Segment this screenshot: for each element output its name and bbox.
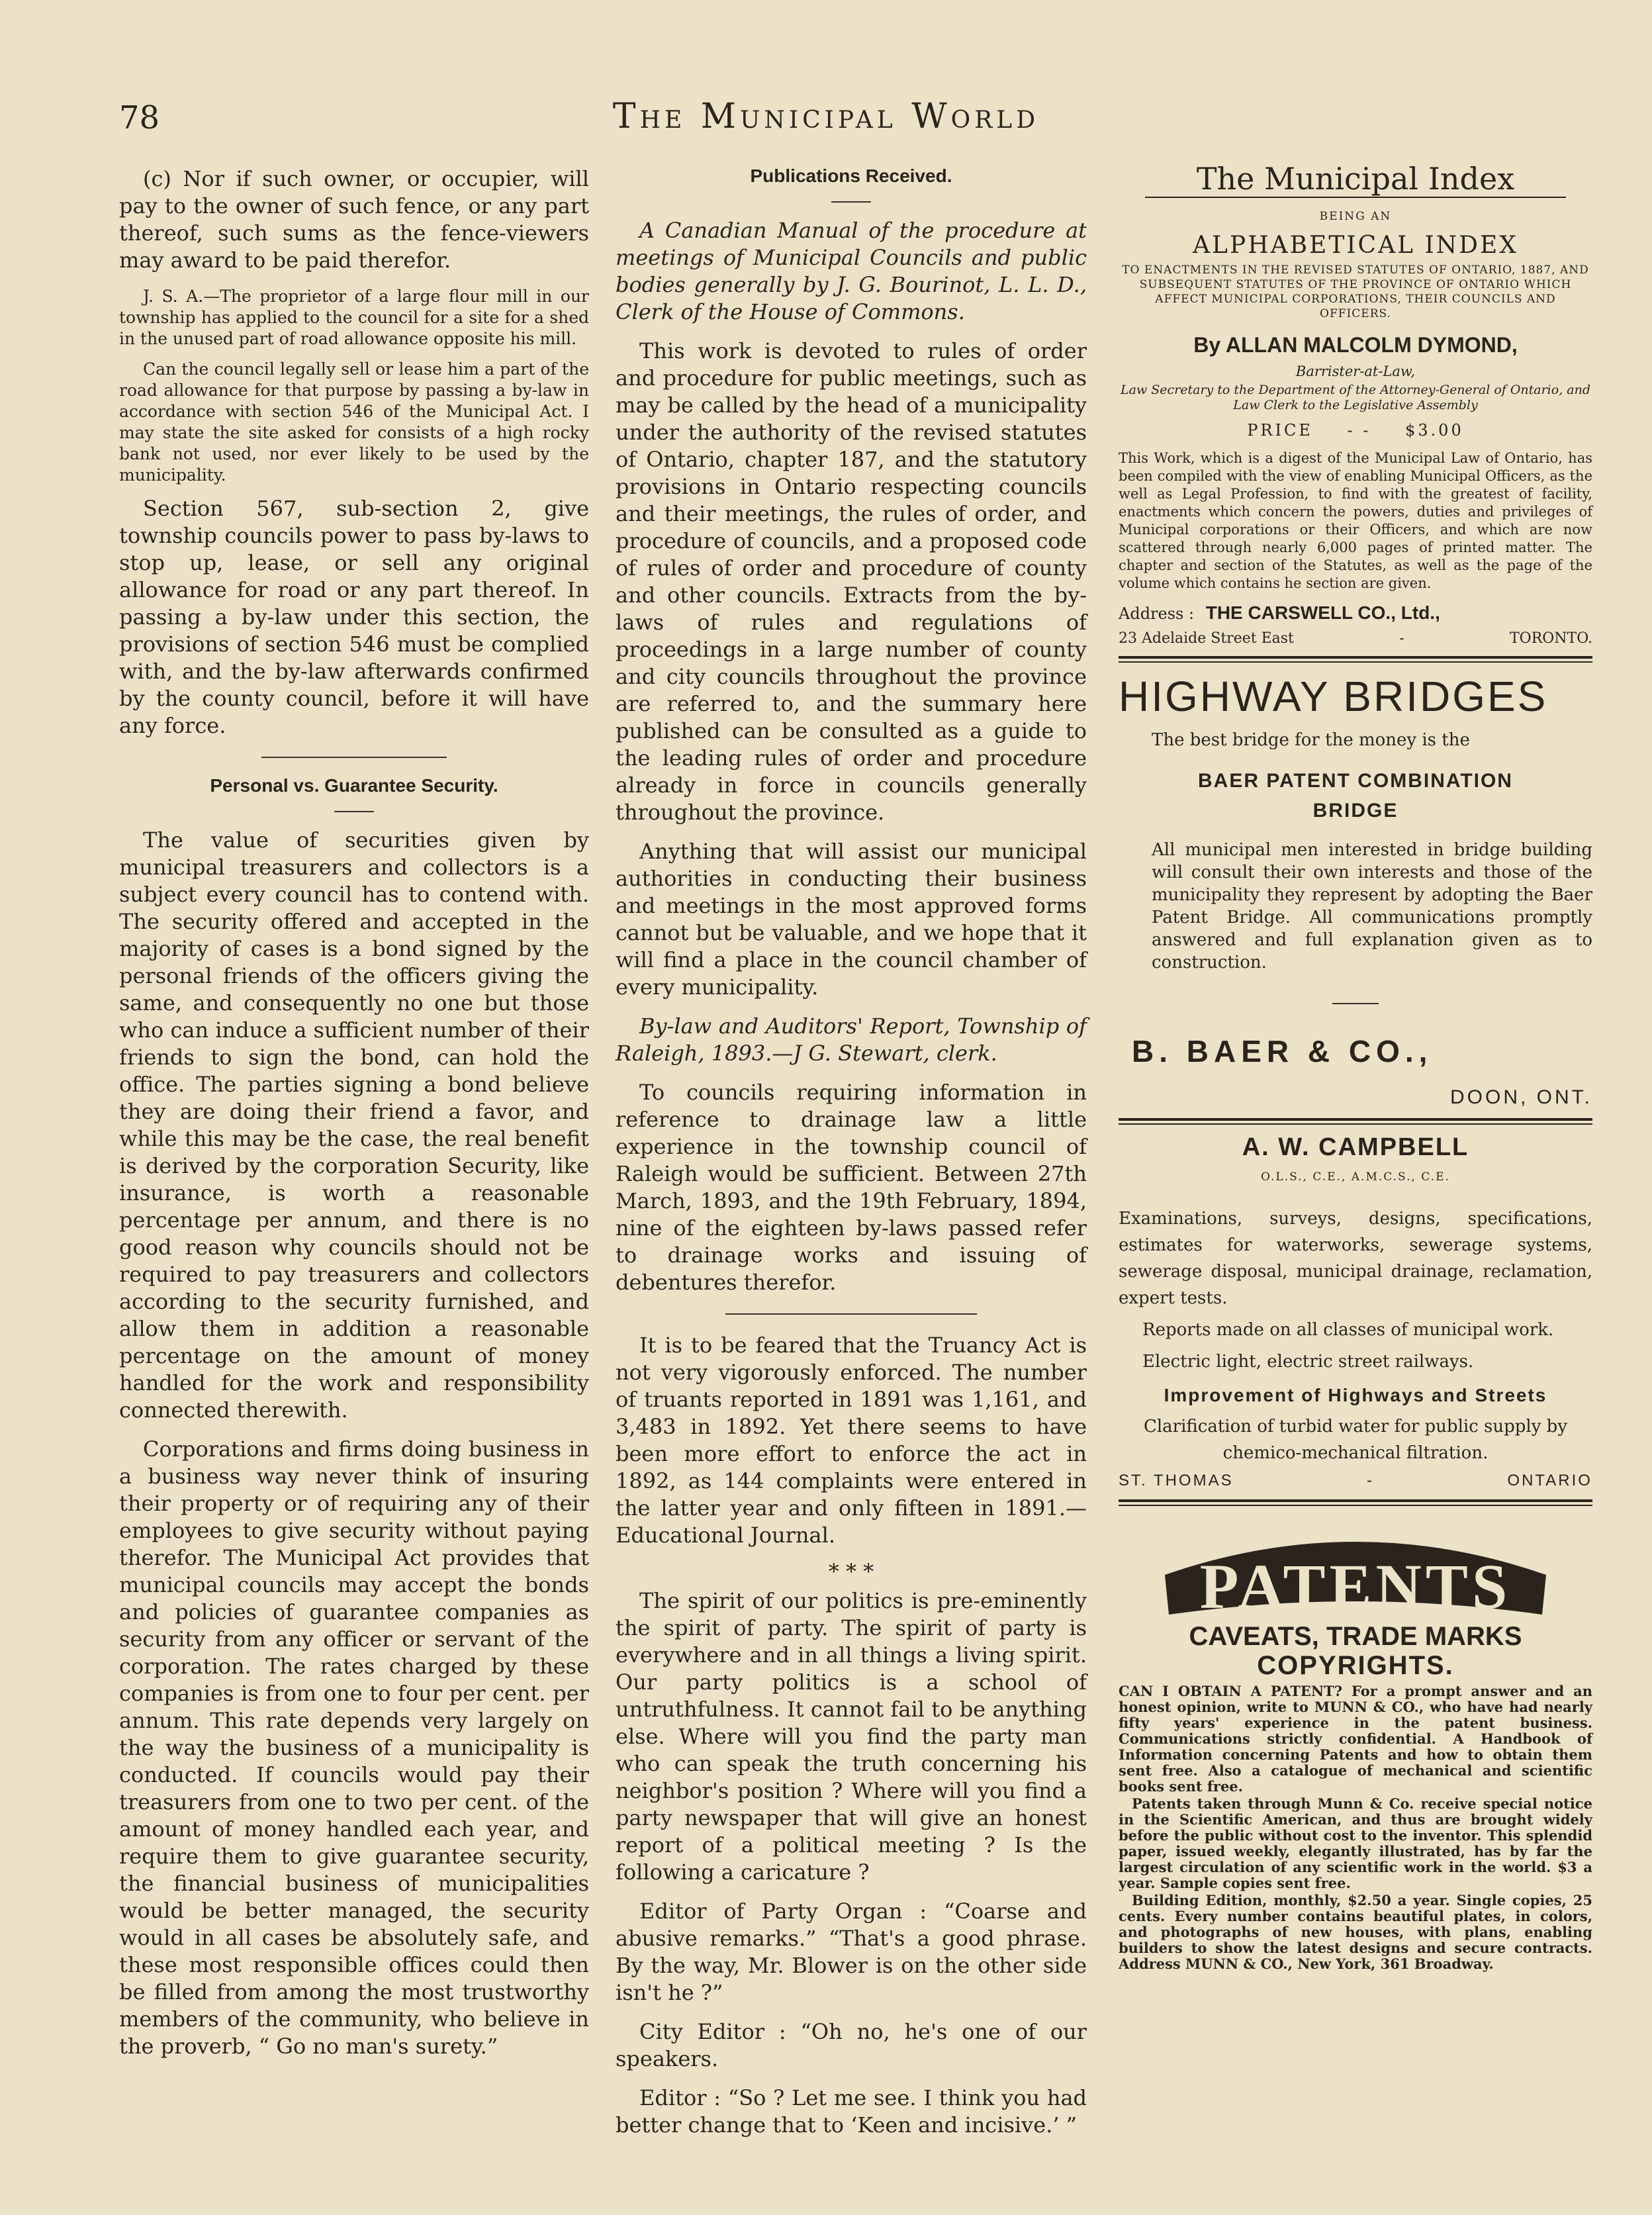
ad-author: By ALLAN MALCOLM DYMOND, [1193,333,1518,357]
paragraph: Anything that will assist our municipal authorities in conducting their business and meetings in the most approved forms cannot but be valuable, and we hope that it will find a place in the council chamber of every municipality. [616,839,1087,1000]
short-rule [334,811,374,812]
ad-subtitle: BEING AN [1319,210,1392,223]
ad-rule [1145,197,1566,198]
ad-body: All municipal men interested in bridge building will consult their own interests and those of the municipality they represent by adopting the Baer Patent Bridge. All communications promptly answered and full explanation given as to construction. [1152,840,1592,972]
ad-body: Electric light, electric street railways. [1142,1352,1474,1372]
ad-separator-thin [1119,661,1592,663]
patents-word: PATENTS [1199,1551,1512,1622]
ad-title: The Municipal Index [1196,161,1515,197]
ad-heading: Improvement of Highways and Streets [1164,1385,1547,1405]
ad-body: This Work, which is a digest of the Municipal Law of Ontario, has been compiled with the view of enabling Municipal Officers, as the well as Legal Profession, to find with the greatest of facility, enactments which concern the powers, duties and privileges of Municipal corporations or their Officers, and which are now scattered through nearly 6,000 pages of printed matter. The chapter and section of the Statutes, as well as the page of the volume which contains he section are given. [1119,450,1592,591]
ad-heading: ALPHABETICAL INDEX [1193,232,1518,259]
price-value: $3.00 [1405,421,1464,440]
city: TORONTO. [1510,630,1592,647]
paragraph: Corporations and firms doing business in a business way never think of insuring their property or of requiring any of their employees to give security without paying therefor. The Municipal Act provides that municipal councils may accept the bonds and policies of guarantee companies as security from any officer or servant of the corporation. The rates charged by these companies is from one to four per cent. per annum. This rate depends very largely on the way the business of a municipality is conducted. If councils would pay their treasurers from one to two per cent. of the amount of money handled each year, and require them to give guarantee security, the financial business of municipalities would be better managed, the security would in all cases be absolutely safe, and these most responsible offices could then be filled from among the most trustworthy members of the community, who believe in the proverb, “ Go no man's surety.” [119,1437,589,2059]
ad-separator-thin [1119,1123,1592,1125]
ad-highway-bridges [1119,672,1592,1109]
asterism: * * * [828,1559,874,1584]
address-company: THE CARSWELL CO., Ltd., [1205,602,1440,623]
ad-separator [1119,1499,1592,1502]
ad-body: Reports made on all classes of municipal work. [1142,1320,1554,1340]
ad-separator [1119,656,1592,659]
separator: - [1367,1472,1374,1489]
section-divider [261,757,447,758]
page-number: 78 [119,99,160,136]
patents-caveats: CAVEATS, TRADE MARKS [1189,1622,1522,1651]
book-title: A Canadian Manual of the procedure at meetings of Municipal Councils and public bodies generally by J. G. Bourinot, L. L. D., Clerk of the House of Commons. [616,218,1087,324]
paragraph: To councils requiring information in reference to drainage law a little experience in the township council of Raleigh would be sufficient. Between 27th March, 1893, and the 19th February, 1894, nine of the eighteen by-laws passed refer to drainage works and issuing of debentures therefor. [616,1080,1087,1295]
ad-author-title: Barrister-at-Law, [1295,363,1416,379]
article-heading: Personal vs. Guarantee Security. [210,775,498,796]
street: 23 Adelaide Street East [1119,630,1294,647]
ad-heading: BAER PATENT COMBINATION [1198,770,1513,792]
ad-separator [1119,1118,1592,1121]
paragraph: It is to be feared that the Truancy Act is not very vigorously enforced. The number of truants reported in 1891 was 1,161, and 3,483 in 1892. Yet there seems to have been more effort to enforce the act in 1892, as 144 complaints were entered in the latter year and only fifteen in 1891.—Educational Journal. [616,1333,1087,1548]
ad-location-row [1119,1472,1592,1490]
address-label: Address : [1119,604,1195,623]
address-row [1119,630,1592,647]
price-label: PRICE [1247,421,1313,440]
ad-separator-thin [1119,1505,1592,1506]
ad-description: TO ENACTMENTS IN THE REVISED STATUTES OF ONTARIO, 1887, AND SUBSEQUENT STATUTES OF THE PROVINCE OF ONTARIO WHICH AFFECT MUNICIPAL CORPORATIONS, THEIR COUNCILS AND OFFICERS. [1122,263,1589,320]
ad-body: Building Edition, monthly, $2.50 a year. Single copies, 25 cents. Every number contains beautiful plates, in colors, and photographs of new houses, with plans, enabling builders to show the latest designs and secure contracts. Address MUNN & CO., New York, 361 Broadway. [1119,1892,1592,1972]
ad-author-office: Law Secretary to the Department of the Attorney-General of Ontario, and Law Clerk to the Legislative Assembly [1120,383,1591,412]
price-dash: - - [1347,421,1371,440]
ad-address [1119,599,1592,628]
paragraph: City Editor : “Oh no, he's one of our speakers. [616,2019,1087,2071]
ad-body: Clarification of turbid water for public supply by chemico-mechanical filtration. [1143,1417,1568,1463]
paragraph: Editor of Party Organ : “Coarse and abusive remarks.” “That's a good phrase. By the way, Mr. Blower is on the other side isn't he ?” [616,1899,1087,2005]
ad-location: DOON, ONT. [1449,1086,1592,1108]
patents-banner [1119,1515,1592,1681]
ad-body: Examinations, surveys, designs, specifications, estimates for waterworks, sewerage systems, sewerage disposal, municipal drainage, reclamation, expert tests. [1119,1209,1592,1308]
short-rule [831,201,871,203]
answer-paragraph: Section 567, sub-section 2, give township councils power to pass by-laws to stop up, lease, or sell any original allowance for road or any part thereof. In passing a by-law under this section, the provisions of section 546 must be complied with, and the by-law afterwards confirmed by the county council, before it will have any force. [119,496,589,738]
column-left [119,165,589,2072]
paragraph: The spirit of our politics is pre-eminently the spirit of party. The spirit of party is everywhere and in all things a living spirit. Our party politics is a school of untruthfulness. It cannot fail to be anything else. Where will you find the party man who can speak the truth concerning his neighbor's position ? Where will you find a party newspaper that will give an honest report of a political meeting ? Is the following a caricature ? [616,1588,1087,1885]
ad-company: B. BAER & CO., [1132,1034,1433,1068]
ad-municipal-index [1119,161,1592,647]
location-province: ONTARIO [1507,1472,1592,1489]
query-text: Can the council legally sell or lease him a part of the road allowance for that purpose by passing a by-law in accordance with section 546 of the Municipal Act. I may state the site asked for consists of a high rocky bank not used, nor ever likely to be used by the municipality. [119,359,589,485]
report-title: By-law and Auditors' Report, Township of Raleigh, 1893.—J G. Stewart, clerk. [616,1013,1087,1066]
separator: - [1399,630,1404,647]
query-text: J. S. A.—The proprietor of a large flour mill in our township has applied to the council for a site for a shed in the unused part of road allowance opposite his mill. [119,287,589,348]
paragraph: This work is devoted to rules of order and procedure for public meetings, such as may be called by the head of a municipality under the authority of the revised statutes of Ontario, chapter 187, and the statutory provisions in Ontario respecting councils and their meetings, the rules of order, and procedure of councils, and a proposed code of rules of order and procedure of county and other councils. Extracts from the by-laws of rules and regulations of proceedings in a large number of county and city councils throughout the province are referred to, and the summary here published can be consulted as a guide to the leading rules of order and procedure already in force in councils generally throughout the province. [616,338,1087,825]
ad-body: CAN I OBTAIN A PATENT? For a prompt answer and an honest opinion, write to MUNN & CO., who have had nearly fifty years' experience in the patent business. Communications strictly confidential. A Handbook of Information concerning Patents and how to obtain them sent free. Also a catalogue of mechanical and scientific books sent free. [1119,1683,1592,1795]
paragraph: The value of securities given by municipal treasurers and collectors is a subject every council has to contend with. The security offered and accepted in the majority of cases is a bond signed by the personal friends of the officers giving the same, and consequently no one but those who can induce a sufficient number of their friends to sign the bond, can hold the office. The parties signing a bond believe they are doing their friend a favor, and while this may be the case, the real benefit is derived by the corporation Security, like insurance, is worth a reasonable percentage per annum, and there is no good reason why councils should not be required to pay treasurers and collectors according to the security furnished, and allow them in addition a reasonable percentage on the amount of money handled for the work and responsibility connected therewith. [119,827,589,1423]
ad-campbell [1119,1134,1592,1490]
section-divider [725,1313,977,1315]
location-city: ST. THOMAS [1119,1472,1234,1489]
running-head: The Municipal World [612,97,1040,136]
ad-title: A. W. CAMPBELL [1242,1133,1469,1161]
ad-body: Patents taken through Munn & Co. receive special notice in the Scientific American, and thus are brought widely before the public without cost to the inventor. This splendid paper, issued weekly, elegantly illustrated, has by far the largest circulation of any scientific work in the world. $3 a year. Sample copies sent free. [1119,1795,1592,1891]
paragraph: Editor : “So ? Let me see. I think you had better change that to ‘Keen and incisive.’ ” [616,2085,1087,2138]
ad-price-row [1119,417,1592,444]
ad-credentials: O.L.S., C.E., A.M.C.S., C.E. [1261,1170,1450,1184]
ad-patents [1119,1515,1592,1972]
ad-heading: BRIDGE [1312,800,1399,822]
column-middle [616,165,1087,2151]
patents-copyrights: COPYRIGHTS. [1257,1651,1454,1680]
column-right-ads [1119,161,1592,1973]
article-heading: Publications Received. [750,165,952,186]
ad-tagline: The best bridge for the money is the [1152,730,1470,750]
short-rule [1332,1003,1379,1004]
paragraph: (c) Nor if such owner, or occupier, will pay to the owner of such fence, or any part thereof, such sums as the fence-viewers may award to be paid therefor. [119,166,589,273]
ad-title: HIGHWAY BRIDGES [1119,673,1548,720]
